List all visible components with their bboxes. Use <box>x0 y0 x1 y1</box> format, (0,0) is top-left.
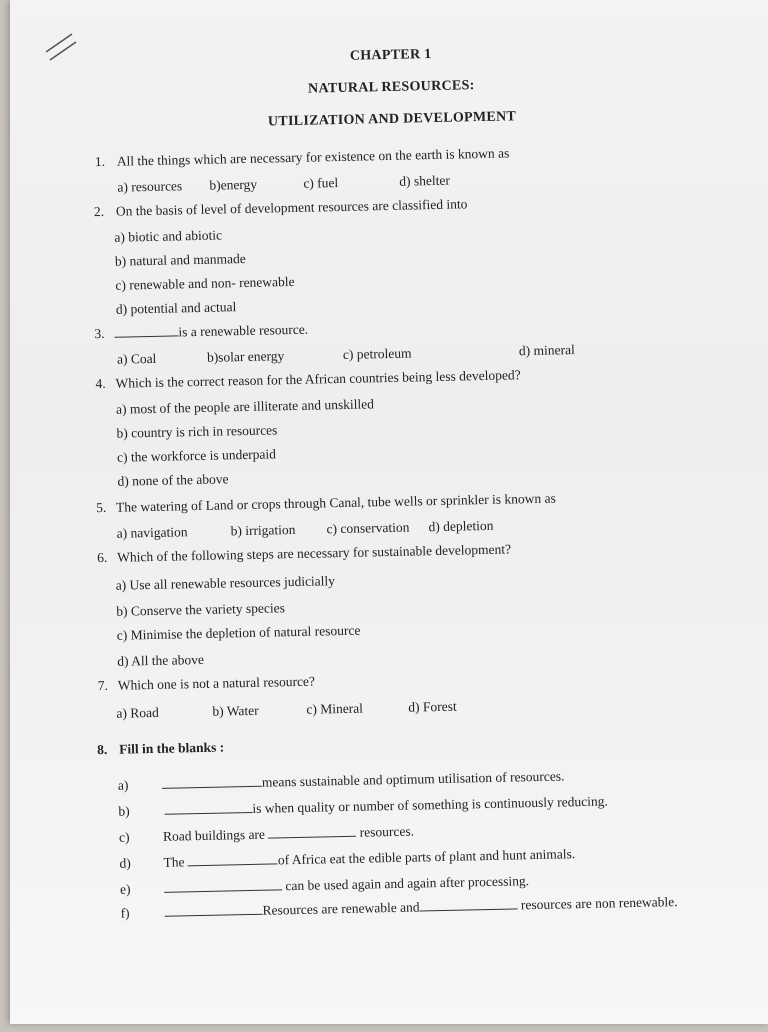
question-text: is a renewable resource. <box>114 322 308 342</box>
option: b) Water <box>212 702 259 719</box>
fill-item: is when quality or number of something is continuously reducing. <box>164 794 608 819</box>
question-5: 5. The watering of Land or crops through Canal, tube wells or sprinkler is known as a) navigation b) irrigation c) conservation d) depletion <box>95 490 556 541</box>
option: d) Forest <box>408 698 457 715</box>
option: c) Minimise the depletion of natural resource <box>116 622 361 643</box>
fill-item: Road buildings are resources. <box>162 823 415 844</box>
fill-item: means sustainable and optimum utilisation of resources. <box>162 768 565 792</box>
chapter-heading: CHAPTER 1 <box>349 47 432 64</box>
question-4: 4. Which is the correct reason for the African countries being less developed? a) most of the people are illiterate and unskilled b) country is rich in resources c) the workforce is underpaid d) none of the above <box>95 367 521 489</box>
option: b) irrigation <box>230 521 296 539</box>
fill-item: Resources are renewable and resources are non renewable. <box>164 894 677 921</box>
chapter-title: NATURAL RESOURCES: <box>307 78 475 97</box>
answer-blank[interactable] <box>114 325 178 337</box>
section-title: Fill in the blanks : <box>119 739 225 757</box>
option: a) resources <box>117 178 183 195</box>
option: d) depletion <box>428 517 494 535</box>
question-text: Which of the following steps are necessary for sustainable development? <box>116 541 512 565</box>
answer-blank[interactable] <box>419 898 517 911</box>
fill-item: The of Africa eat the edible parts of plant and hunt animals. <box>163 846 576 870</box>
question-7: 7. Which one is not a natural resource? a) Road b) Water c) Mineral d) Forest <box>97 673 457 721</box>
option: a) Road <box>116 704 159 721</box>
blank-letter: a) <box>117 777 129 793</box>
answer-blank[interactable] <box>164 904 262 917</box>
option: b)solar energy <box>206 348 285 365</box>
fill-item: can be used again and again after processing. <box>164 873 529 897</box>
option: c) conservation <box>326 519 410 537</box>
option: b) Conserve the variety species <box>116 600 286 619</box>
question-text: All the things which are necessary for existence on the earth is known as <box>116 145 510 169</box>
question-text: Which is the correct reason for the African countries being less developed? <box>115 367 521 391</box>
option: a) biotic and abiotic <box>114 227 223 245</box>
answer-blank[interactable] <box>268 826 356 839</box>
option: c) the workforce is underpaid <box>116 446 277 465</box>
question-6: 6. Which of the following steps are necessary for sustainable development? a) Use all renewable resources judicially b) Conserve the variety species c) Minimise the depletion of natural resource d) All the above <box>96 541 512 669</box>
question-2: 2. On the basis of level of development resources are classified into a) biotic and abiotic b) natural and manmade c) renewable and non- renewable d) potential and actual <box>93 196 468 317</box>
question-1: 1. All the things which are necessary for existence on the earth is known as a) resources b)energy c) fuel d) shelter <box>94 145 510 195</box>
answer-blank[interactable] <box>164 879 282 892</box>
question-text: The watering of Land or crops through Canal, tube wells or sprinkler is known as <box>115 490 556 515</box>
fill-in-blanks-section: 8. Fill in the blanks : a) means sustainable and optimum utilisation of resources. b) is when quality or number of something is continuously reducing. c) Road buildings are resources. d) The of Africa eat the edible parts of plant and hunt animals. e) can be used again and again after processing. f) Resources are renewable and resources are non renewable. <box>97 739 678 921</box>
option: d) mineral <box>518 342 575 359</box>
option: c) renewable and non- renewable <box>115 273 295 293</box>
blank-letter: c) <box>118 829 130 845</box>
question-text: Which one is not a natural resource? <box>117 673 316 693</box>
option: d) All the above <box>117 651 205 669</box>
option: b)energy <box>209 176 258 193</box>
option: d) none of the above <box>117 471 229 489</box>
option: c) Mineral <box>306 700 364 717</box>
paper-sheet <box>10 0 768 1024</box>
option: d) potential and actual <box>115 299 237 317</box>
option: a) most of the people are illiterate and unskilled <box>115 396 375 417</box>
option: a) Use all renewable resources judicially <box>115 573 336 593</box>
answer-blank[interactable] <box>162 776 262 789</box>
blank-letter: e) <box>119 881 131 897</box>
blank-letter: b) <box>118 803 130 819</box>
answer-blank[interactable] <box>188 853 278 866</box>
blank-letter: d) <box>119 855 131 871</box>
option: b) natural and manmade <box>114 250 246 269</box>
answer-blank[interactable] <box>164 802 252 815</box>
option: a) Coal <box>116 350 157 367</box>
question-text: On the basis of level of development resources are classified into <box>115 196 468 219</box>
question-3: 3. is a renewable resource. a) Coal b)solar energy c) petroleum d) mineral <box>94 321 575 367</box>
option: b) country is rich in resources <box>116 422 278 441</box>
option: c) fuel <box>303 175 339 191</box>
option: a) navigation <box>116 524 188 541</box>
chapter-subtitle: UTILIZATION AND DEVELOPMENT <box>267 109 517 130</box>
option: d) shelter <box>399 172 451 189</box>
option: c) petroleum <box>342 345 412 362</box>
blank-letter: f) <box>120 905 130 921</box>
